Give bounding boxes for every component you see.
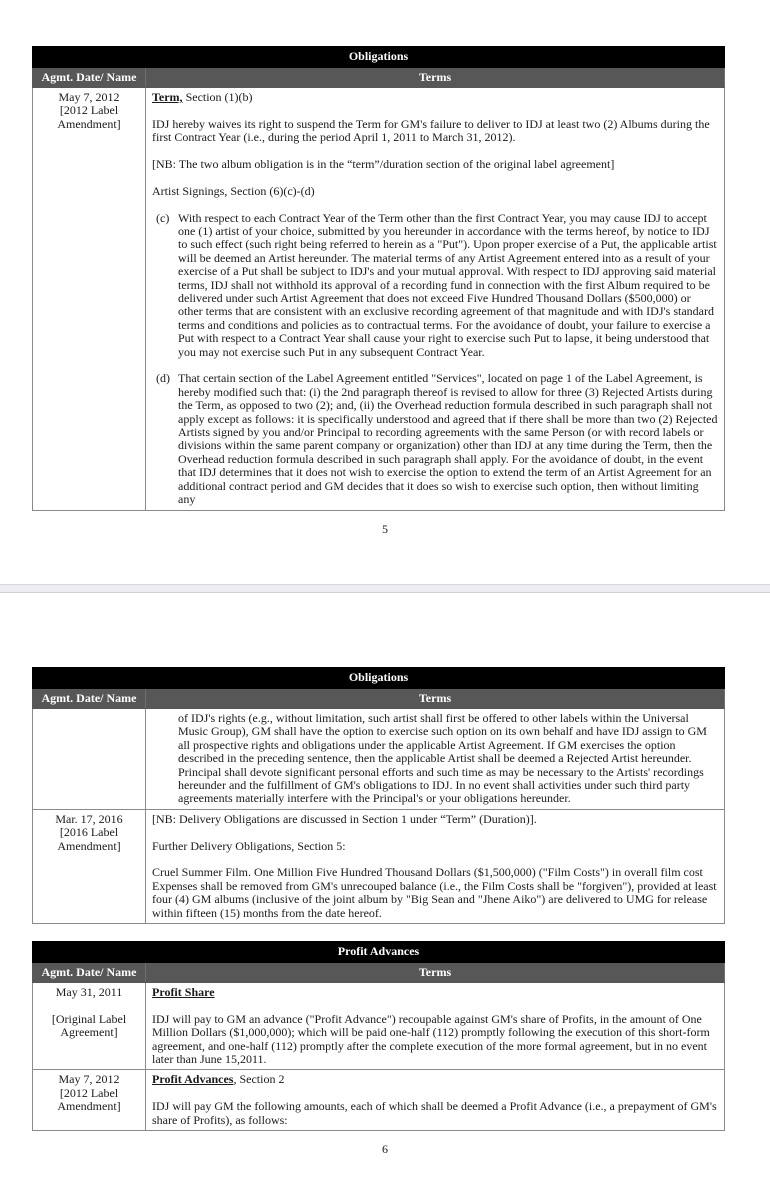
paragraph: IDJ hereby waives its right to suspend the Term for GM's failure to deliver to IDJ at least two (2) Albums during the first Contract Year (i.e., during the period April 1, 2011 to March 31, 2012).	[152, 116, 710, 145]
obligations-table-continued	[32, 667, 725, 924]
agreement-date-cell	[33, 709, 146, 810]
obligations-table	[32, 46, 725, 511]
agreement-date-cell	[33, 1070, 146, 1131]
date-line: Amendment]	[57, 116, 121, 131]
column-header-terms: Terms	[146, 963, 725, 983]
list-item-label: (d)	[156, 371, 170, 386]
paragraph: [NB: The two album obligation is in the “term”/duration section of the original label agreement]	[152, 157, 615, 171]
date-line: [2012 Label	[59, 103, 119, 118]
list-item-text: That certain section of the Label Agreement entitled "Services", located on page 1 of the Label Agreement, is hereby modified such that: (i) the 2nd paragraph thereof is revised to allow for three (3) Rejected Artists during the Term, as opposed to two (2); and, (ii) the Overhead reduction formula described in such paragraph shall not apply except as follows: it is specifically understood and agreed that if there shall be more than two (2) Rejected Artists signed by you and/or Principal to recording agreements with the same Person (or with record labels or divisions within the same parent company or organization) other than IDJ at any time during the Term, then the Overhead reduction formula described in such paragraph shall apply. For the avoidance of doubt, in the event that IDJ determines that it does not wish to exercise the option to extend the term of an Artist Agreement for an additional contract period and GM decides that it does so wish to exercise such option, then without limiting any	[178, 371, 718, 507]
section-heading-bold: Profit Advances	[152, 1072, 234, 1087]
table-row	[33, 809, 725, 923]
section-heading-bold: Term,	[152, 90, 183, 104]
section-heading-bold: Profit Share	[152, 985, 215, 999]
date-line: Amendment]	[57, 838, 121, 853]
profit-advances-table	[32, 941, 725, 1131]
date-line: [Original Label	[51, 1011, 127, 1026]
page-separator	[0, 584, 770, 593]
section-heading	[152, 986, 718, 999]
agreement-date-cell	[33, 88, 146, 511]
list-item-c	[152, 212, 718, 359]
date-line: Mar. 17, 2016	[55, 811, 123, 826]
agreement-date-cell	[33, 983, 146, 1070]
terms-cell	[146, 1070, 725, 1131]
column-header-terms: Terms	[146, 689, 725, 709]
paragraph: IDJ will pay to GM an advance ("Profit Advance") recoupable against GM's share of Profits, in the amount of One Million Dollars ($1,000,000); which will be paid one-half (112) promptly following the execution of this short-form agreement, and one-half (112) promptly after the complete execution of the more formal agreement, but in no event later than June 15,2011.	[152, 1011, 710, 1067]
table-row	[33, 1070, 725, 1131]
list-item-text: With respect to each Contract Year of the Term other than the first Contract Year, you may cause IDJ to accept one (1) artist of your choice, submitted by you hereunder in accordance with the terms hereof, by notice to IDJ to such effect (such right being referred to herein as a "Put"). Upon proper exercise of a Put, the applicable artist will be deemed an Artist hereunder. The material terms of any Artist Agreement entered into as a result of your exercise of a Put shall be subject to IDJ's and your mutual approval. With respect to IDJ approving said material terms, IDJ shall not withhold its approval of a recording fund in connection with the first Album required to be delivered under such Artist Agreement that does not exceed Five Hundred Thousand Dollars ($500,000) or other terms that are consistent with an exclusive recording agreement of that magnitude and with IDJ's standard terms and conditions and policies as to contractual terms. For the avoidance of doubt, your failure to exercise a Put with respect to a Contract Year shall cause your right to exercise such Put to lapse, it being understood that you may not exercise such Put in any subsequent Contract Year.	[178, 210, 717, 359]
column-header-terms: Terms	[146, 68, 725, 88]
section-heading	[152, 1073, 718, 1086]
table-title: Profit Advances	[33, 942, 725, 963]
table-row	[33, 709, 725, 810]
paragraph: Artist Signings, Section (6)(c)-(d)	[152, 183, 315, 198]
date-line: May 7, 2012	[58, 90, 120, 104]
date-line: Agreement]	[60, 1025, 118, 1040]
list-item-label: (c)	[156, 210, 170, 225]
section-heading-rest: , Section 2	[233, 1072, 285, 1087]
paragraph: Further Delivery Obligations, Section 5:	[152, 838, 346, 853]
table-row	[33, 983, 725, 1070]
page-number: 5	[382, 522, 388, 536]
document-page-5	[0, 0, 770, 584]
document-page-6	[0, 593, 770, 1200]
date-line: May 7, 2012	[58, 1072, 120, 1087]
terms-cell	[146, 88, 725, 511]
column-header-date: Agmt. Date/ Name	[33, 689, 146, 709]
date-line: [2016 Label	[59, 825, 119, 840]
table-row	[33, 88, 725, 511]
terms-cell	[146, 709, 725, 810]
agreement-date-cell	[33, 809, 146, 923]
table-title: Obligations	[33, 668, 725, 689]
paragraph: [NB: Delivery Obligations are discussed in Section 1 under “Term” (Duration)].	[152, 811, 537, 826]
column-header-date: Agmt. Date/ Name	[33, 963, 146, 983]
paragraph: Cruel Summer Film. One Million Five Hundred Thousand Dollars ($1,500,000) ("Film Costs") in overall film cost Expenses shall be removed from GM's unrecouped balance (i.e., the Film Costs shall be "forgiven"), provided at least four (4) GM albums (inclusive of the joint album by "Big Sean and "Jhene Aiko") are delivered to UMG for release within fifteen (15) months from the date hereof.	[152, 865, 717, 920]
column-header-date: Agmt. Date/ Name	[33, 68, 146, 88]
continuation-paragraph: of IDJ's rights (e.g., without limitation, such artist shall first be offered to other labels within the Universal Music Group), GM shall have the option to exercise such option on its own behalf and have IDJ assign to GM all prospective rights and obligations under the applicable Artist Agreement. If GM exercises the option described in the preceding sentence, then the applicable Artist shall be deemed a Rejected Artist hereunder. Principal shall devote significant personal efforts and such time as may be necessary to the Artists' recordings hereunder and the fulfillment of GM's obligations to IDJ. In no event shall activities under such third party agreements materially interfere with the Principal's or your obligations hereunder.	[178, 711, 707, 806]
section-heading-rest: Section (1)(b)	[182, 90, 253, 104]
paragraph: IDJ will pay GM the following amounts, each of which shall be deemed a Profit Advance (i.e., a prepayment of GM's share of Profits), as follows:	[152, 1099, 717, 1127]
page-number: 6	[382, 1142, 388, 1156]
date-line: May 31, 2011	[55, 985, 123, 999]
terms-cell	[146, 809, 725, 923]
table-title: Obligations	[33, 47, 725, 68]
section-heading	[152, 91, 718, 104]
list-item-d	[152, 372, 718, 506]
date-line: Amendment]	[57, 1099, 121, 1114]
terms-cell	[146, 983, 725, 1070]
date-line: [2012 Label	[59, 1085, 119, 1100]
